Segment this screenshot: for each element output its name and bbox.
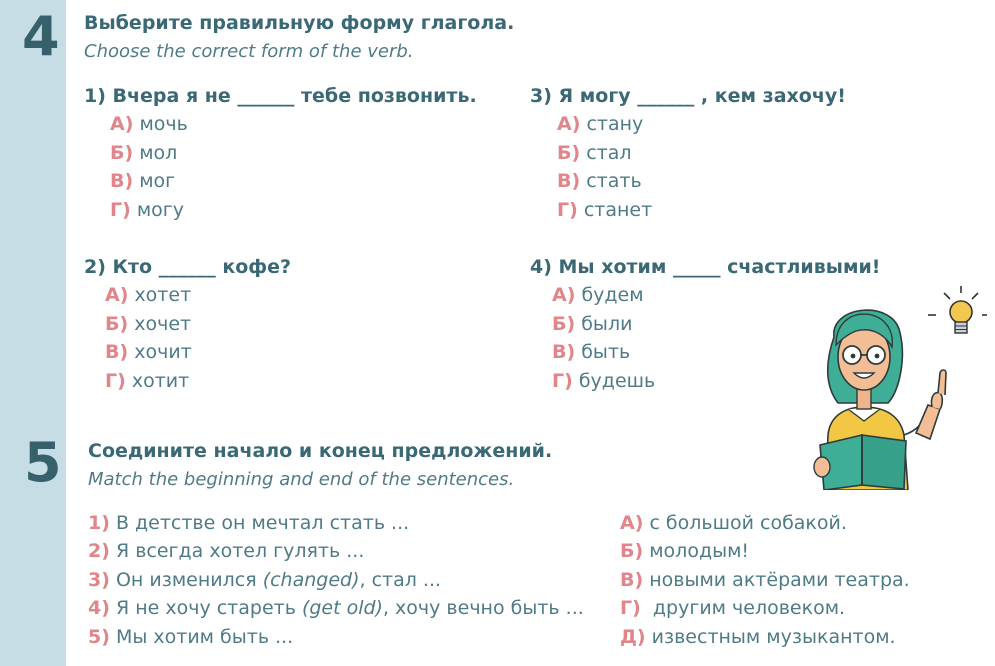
question-2-label: 2) Кто ______ кофе? xyxy=(84,256,292,278)
item-letter: Д) xyxy=(620,626,646,648)
option-letter: Г) xyxy=(552,370,573,392)
option-text: быть xyxy=(581,341,631,363)
option-text: станет xyxy=(583,199,653,221)
option-letter: Б) xyxy=(552,313,576,335)
q1-option-a[interactable] xyxy=(110,113,188,135)
option-text: мог xyxy=(139,170,176,192)
option-letter: В) xyxy=(552,341,576,363)
option-text: мочь xyxy=(139,113,188,135)
english-gloss: (changed) xyxy=(262,569,360,591)
option-text: стать xyxy=(586,170,642,192)
exercise-5-subtitle: Match the beginning and end of the sentences. xyxy=(88,469,515,490)
option-letter: В) xyxy=(557,170,581,192)
item-letter: В) xyxy=(620,569,644,591)
sentence-text: В детстве он мечтал стать ... xyxy=(115,512,410,534)
sentence-text-pre: Он изменился xyxy=(115,569,263,591)
sentence-end-d[interactable] xyxy=(620,597,845,619)
q1-option-b[interactable] xyxy=(110,142,177,164)
q4-option-b[interactable] xyxy=(552,313,632,335)
sentence-text: Я всегда хотел гулять ... xyxy=(115,540,365,562)
q2-option-d[interactable] xyxy=(105,370,189,392)
option-letter: В) xyxy=(110,170,134,192)
option-text: мол xyxy=(139,142,178,164)
q1-option-d[interactable] xyxy=(110,199,184,221)
option-text: будем xyxy=(581,284,644,306)
q4-option-a[interactable] xyxy=(552,284,644,306)
sentence-text-post: , хочу вечно быть ... xyxy=(382,597,584,619)
sentence-end-e[interactable] xyxy=(620,626,896,648)
item-number: 5) xyxy=(88,626,110,648)
option-text: хотет xyxy=(134,284,192,306)
sentence-text: другим человеком. xyxy=(652,597,846,619)
side-stripe xyxy=(0,0,66,666)
sentence-text-pre: Я не хочу стареть xyxy=(115,597,302,619)
item-number: 1) xyxy=(88,512,110,534)
lightbulb-icon xyxy=(928,286,987,333)
q1-option-c[interactable] xyxy=(110,170,175,192)
q3-option-b[interactable] xyxy=(557,142,632,164)
item-number: 2) xyxy=(88,540,110,562)
option-letter: Б) xyxy=(110,142,134,164)
exercise-5-number: 5 xyxy=(24,431,62,494)
option-letter: А) xyxy=(105,284,129,306)
sentence-text-post: , стал ... xyxy=(359,569,442,591)
sentence-end-a[interactable] xyxy=(620,512,847,534)
q2-option-b[interactable] xyxy=(105,313,191,335)
item-letter: Б) xyxy=(620,540,644,562)
sentence-start-1[interactable] xyxy=(88,512,409,534)
question-4-label: 4) Мы хотим _____ счастливыми! xyxy=(530,256,881,278)
option-text: могу xyxy=(136,199,185,221)
q4-option-c[interactable] xyxy=(552,341,630,363)
sentence-end-b[interactable] xyxy=(620,540,749,562)
option-text: были xyxy=(581,313,633,335)
sentence-text: Мы хотим быть ... xyxy=(115,626,294,648)
sentence-start-4[interactable] xyxy=(88,597,584,619)
option-text: стану xyxy=(586,113,644,135)
item-letter: Г) xyxy=(620,597,641,619)
q3-option-d[interactable] xyxy=(557,199,652,221)
item-number: 4) xyxy=(88,597,110,619)
option-letter: А) xyxy=(110,113,134,135)
option-text: будешь xyxy=(578,370,656,392)
exercise-4-title: Выберите правильную форму глагола. xyxy=(84,12,515,34)
item-letter: А) xyxy=(620,512,644,534)
sentence-start-3[interactable] xyxy=(88,569,441,591)
option-text: хочет xyxy=(134,313,192,335)
sentence-text: известным музыкантом. xyxy=(651,626,896,648)
sentence-text: новыми актёрами театра. xyxy=(649,569,910,591)
question-1-label: 1) Вчера я не ______ тебе позвонить. xyxy=(84,85,477,107)
q3-option-a[interactable] xyxy=(557,113,643,135)
exercise-5-title: Соедините начало и конец предложений. xyxy=(88,440,553,462)
item-number: 3) xyxy=(88,569,110,591)
option-letter: Б) xyxy=(105,313,129,335)
sentence-text: с большой собакой. xyxy=(649,512,847,534)
option-letter: Г) xyxy=(105,370,126,392)
option-letter: В) xyxy=(105,341,129,363)
option-text: хочит xyxy=(134,341,192,363)
sentence-start-5[interactable] xyxy=(88,626,293,648)
question-3-label: 3) Я могу ______ , кем захочу! xyxy=(530,85,846,107)
q4-option-d[interactable] xyxy=(552,370,655,392)
option-text: стал xyxy=(586,142,632,164)
option-letter: Б) xyxy=(557,142,581,164)
sentence-start-2[interactable] xyxy=(88,540,364,562)
sentence-end-c[interactable] xyxy=(620,569,910,591)
option-letter: Г) xyxy=(557,199,578,221)
option-letter: Г) xyxy=(110,199,131,221)
option-letter: А) xyxy=(557,113,581,135)
exercise-4-number: 4 xyxy=(22,5,60,68)
q2-option-a[interactable] xyxy=(105,284,191,306)
option-text: хотит xyxy=(131,370,190,392)
q3-option-c[interactable] xyxy=(557,170,642,192)
english-gloss: (get old) xyxy=(301,597,383,619)
girl-with-book-illustration xyxy=(812,285,987,490)
option-letter: А) xyxy=(552,284,576,306)
sentence-text: молодым! xyxy=(649,540,750,562)
exercise-4-subtitle: Choose the correct form of the verb. xyxy=(84,41,414,62)
q2-option-c[interactable] xyxy=(105,341,192,363)
